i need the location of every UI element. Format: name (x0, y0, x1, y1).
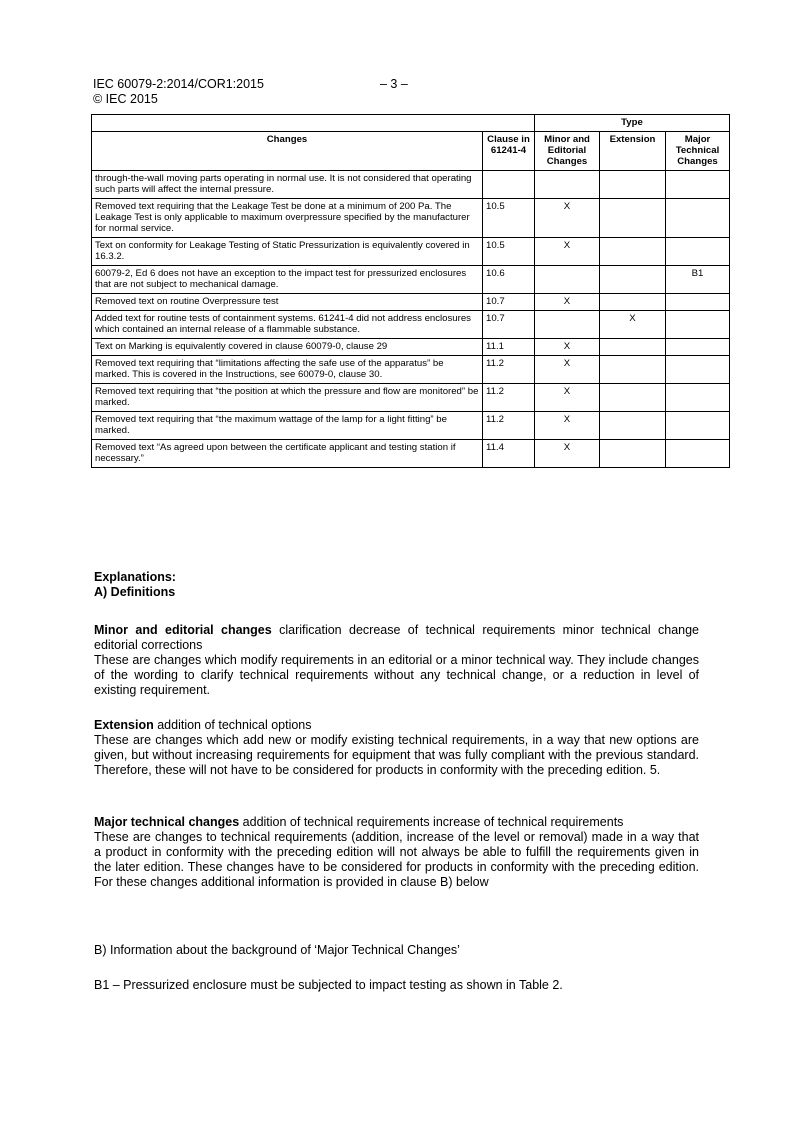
definition-extension (94, 718, 699, 778)
major-mark (666, 412, 730, 440)
extension-mark (600, 238, 666, 266)
major-mark (666, 311, 730, 339)
change-text: Text on conformity for Leakage Testing of Static Pressurization is equivalently covered in 16.3.2. (92, 238, 483, 266)
term-major: Major technical changes (94, 815, 240, 829)
minor-mark: X (535, 384, 600, 412)
major-mark (666, 356, 730, 384)
body-major: These are changes to technical requirements (addition, increase of the level or removal) made in a way that a product in conformity with the preceding edition will not always be able to fulfill the requirements given in the later edition. These changes have to be considered for products in conformity with the preceding edition. For these changes additional information is provided in clause B) below (94, 830, 699, 889)
change-text: Removed text requiring that “limitations affecting the safe use of the apparatus” be marked. This is covered in the Instructions, see 60079-0, clause 30. (92, 356, 483, 384)
table-row (92, 412, 730, 440)
header-blank (92, 115, 535, 132)
clause-number: 10.6 (483, 266, 535, 294)
definitions-subtitle: A) Definitions (94, 585, 176, 599)
table-row (92, 339, 730, 356)
clause-number: 11.1 (483, 339, 535, 356)
header-changes: Changes (92, 132, 483, 171)
extension-mark (600, 384, 666, 412)
section-b-heading: B) Information about the background of ‘Major Technical Changes’ (94, 943, 460, 957)
change-text: Removed text requiring that “the position at which the pressure and flow are monitored” be marked. (92, 384, 483, 412)
change-text: Removed text “As agreed upon between the certificate applicant and testing station if necessary.” (92, 440, 483, 468)
major-mark (666, 440, 730, 468)
clause-number (483, 171, 535, 199)
document-id: IEC 60079-2:2014/COR1:2015 (93, 77, 264, 91)
extension-mark (600, 294, 666, 311)
clause-number: 11.2 (483, 384, 535, 412)
table-row (92, 238, 730, 266)
explanations-title: Explanations: (94, 570, 176, 584)
clause-number: 10.7 (483, 311, 535, 339)
minor-mark: X (535, 412, 600, 440)
table-row (92, 294, 730, 311)
definition-minor (94, 623, 699, 698)
header-major: Major Technical Changes (666, 132, 730, 171)
table-body (92, 171, 730, 468)
change-text: Removed text on routine Overpressure test (92, 294, 483, 311)
minor-mark: X (535, 440, 600, 468)
header-extension: Extension (600, 132, 666, 171)
extension-mark (600, 440, 666, 468)
major-mark: B1 (666, 266, 730, 294)
major-mark (666, 238, 730, 266)
changes-table (91, 114, 730, 468)
minor-mark (535, 311, 600, 339)
change-text: Removed text requiring that the Leakage Test be done at a minimum of 200 Pa. The Leakage Test is only applicable to maximum overpressure specified by the manufacturer for normal service. (92, 199, 483, 238)
table-row (92, 440, 730, 468)
minor-mark: X (535, 356, 600, 384)
major-mark (666, 384, 730, 412)
clause-number: 11.4 (483, 440, 535, 468)
table-row (92, 199, 730, 238)
table-row (92, 171, 730, 199)
type-header: Type (535, 115, 730, 132)
page-header (93, 77, 408, 107)
extension-mark (600, 171, 666, 199)
extension-mark: X (600, 311, 666, 339)
major-mark (666, 199, 730, 238)
def-extension: addition of technical options (153, 718, 312, 732)
def-minor: clarification decrease of technical requirements minor technical change editorial corrections (94, 623, 699, 652)
clause-number: 11.2 (483, 356, 535, 384)
minor-mark: X (535, 238, 600, 266)
major-mark (666, 339, 730, 356)
term-minor: Minor and editorial changes (94, 623, 272, 637)
header-minor: Minor and Editorial Changes (535, 132, 600, 171)
b1-note: B1 – Pressurized enclosure must be subjected to impact testing as shown in Table 2. (94, 978, 563, 992)
change-text: Removed text requiring that “the maximum wattage of the lamp for a light fitting” be marked. (92, 412, 483, 440)
def-major: addition of technical requirements increase of technical requirements (239, 815, 624, 829)
body-extension: These are changes which add new or modify existing technical requirements, in a way that new options are given, but without increasing requirements for equipment that was fully compliant with the previous standard. Therefore, these will not have to be considered for products in conformity with the preceding edition. 5. (94, 733, 699, 777)
extension-mark (600, 199, 666, 238)
change-text: through-the-wall moving parts operating in normal use. It is not considered that operating such parts will affect the internal pressure. (92, 171, 483, 199)
clause-number: 10.7 (483, 294, 535, 311)
change-text: 60079-2, Ed 6 does not have an exception to the impact test for pressurized enclosures that are not subject to mechanical damage. (92, 266, 483, 294)
major-mark (666, 294, 730, 311)
body-minor: These are changes which modify requirements in an editorial or a minor technical way. They include changes of the wording to clarify technical requirements without any technical change, or a reduction in level of existing requirement. (94, 653, 699, 697)
table-row (92, 384, 730, 412)
table-row (92, 266, 730, 294)
copyright: © IEC 2015 (93, 92, 158, 106)
minor-mark: X (535, 199, 600, 238)
extension-mark (600, 412, 666, 440)
minor-mark: X (535, 339, 600, 356)
minor-mark (535, 266, 600, 294)
table-row (92, 356, 730, 384)
clause-number: 11.2 (483, 412, 535, 440)
page-number: – 3 – (380, 77, 408, 91)
table-row (92, 311, 730, 339)
extension-mark (600, 266, 666, 294)
extension-mark (600, 356, 666, 384)
minor-mark (535, 171, 600, 199)
change-text: Added text for routine tests of containment systems. 61241-4 did not address enclosures which contained an internal release of a flammable substance. (92, 311, 483, 339)
minor-mark: X (535, 294, 600, 311)
major-mark (666, 171, 730, 199)
change-text: Text on Marking is equivalently covered in clause 60079-0, clause 29 (92, 339, 483, 356)
header-clause: Clause in 61241-4 (483, 132, 535, 171)
clause-number: 10.5 (483, 199, 535, 238)
term-extension: Extension (94, 718, 154, 732)
extension-mark (600, 339, 666, 356)
definition-major (94, 815, 699, 890)
clause-number: 10.5 (483, 238, 535, 266)
explanations-heading (94, 570, 699, 600)
